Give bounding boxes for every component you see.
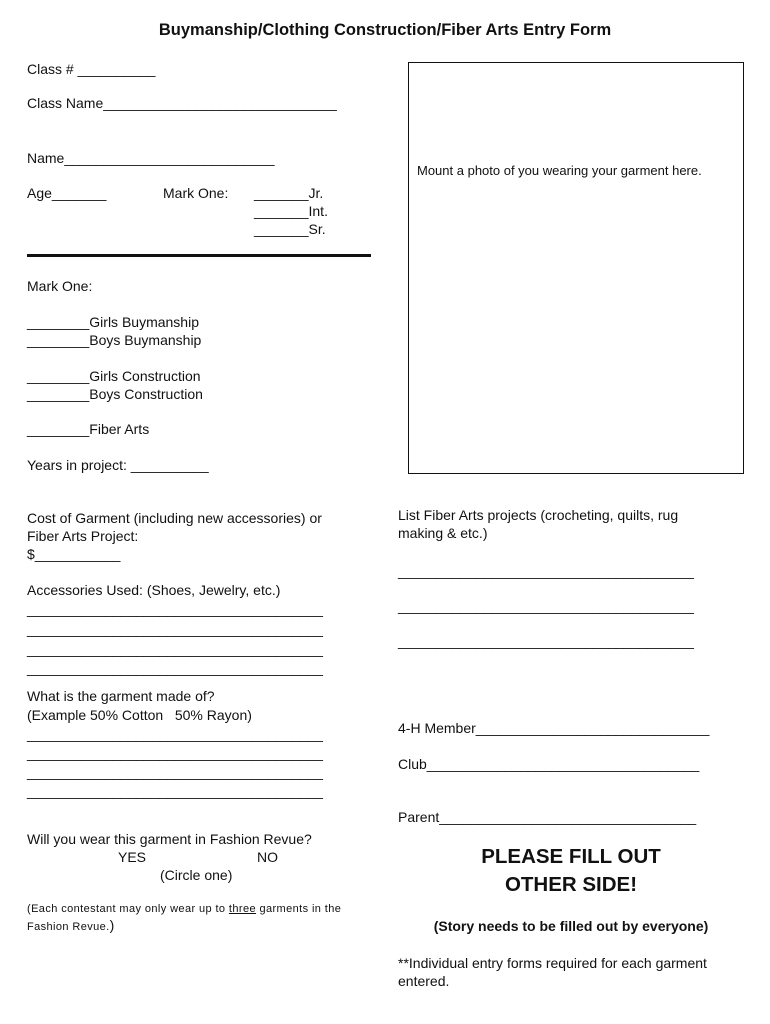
fiber-arts-option[interactable]: ________Fiber Arts (27, 421, 150, 437)
accessories-line[interactable]: ______________________________________ (27, 641, 323, 657)
material-line[interactable]: ______________________________________ (27, 726, 323, 742)
fiber-projects-line[interactable]: ______________________________________ (398, 598, 694, 614)
fill-other-side-heading-line2: OTHER SIDE! (504, 873, 638, 896)
mark-one-category-label: Mark One: (27, 278, 93, 294)
accessories-line[interactable]: ______________________________________ (27, 601, 323, 617)
contestant-note-line1: (Each contestant may only wear up to three garments in the (27, 903, 342, 915)
fiber-projects-line[interactable]: ______________________________________ (398, 563, 694, 579)
level-int-option[interactable]: _______Int. (254, 203, 328, 219)
club-field[interactable]: Club___________________________________ (398, 756, 700, 772)
cost-label-line2: Fiber Arts Project: (27, 528, 139, 544)
no-option[interactable]: NO (257, 849, 278, 865)
story-note: (Story needs to be filled out by everyone) (433, 918, 709, 934)
accessories-line[interactable]: ______________________________________ (27, 660, 323, 676)
age-field[interactable]: Age_______ (27, 185, 107, 201)
parent-field[interactable]: Parent_________________________________ (398, 809, 697, 825)
fill-other-side-heading-line1: PLEASE FILL OUT (481, 845, 661, 868)
yes-option[interactable]: YES (118, 849, 147, 865)
girls-construction-option[interactable]: ________Girls Construction (27, 368, 201, 384)
material-label-line2: (Example 50% Cotton 50% Rayon) (27, 707, 252, 723)
boys-construction-option[interactable]: ________Boys Construction (27, 386, 203, 402)
years-in-project-field[interactable]: Years in project: __________ (27, 457, 209, 473)
level-sr-option[interactable]: _______Sr. (254, 221, 326, 237)
material-label-line1: What is the garment made of? (27, 688, 215, 704)
fiber-projects-line[interactable]: ______________________________________ (398, 633, 694, 649)
accessories-line[interactable]: ______________________________________ (27, 621, 323, 637)
material-line[interactable]: ______________________________________ (27, 783, 323, 799)
accessories-label: Accessories Used: (Shoes, Jewelry, etc.) (27, 582, 281, 598)
contestant-note-line2: Fashion Revue.) (27, 917, 115, 933)
level-jr-option[interactable]: _______Jr. (254, 185, 324, 201)
member-field[interactable]: 4-H Member______________________________ (398, 720, 710, 736)
individual-forms-note-line1: **Individual entry forms required for each garment (398, 955, 707, 971)
individual-forms-note-line2: entered. (398, 973, 450, 989)
circle-one-note: (Circle one) (160, 867, 233, 883)
fiber-projects-label-line2: making & etc.) (398, 525, 488, 541)
cost-field[interactable]: $___________ (27, 546, 121, 562)
section-divider (27, 254, 371, 257)
photo-instruction: Mount a photo of you wearing your garment here. (417, 163, 702, 178)
fiber-projects-label-line1: List Fiber Arts projects (crocheting, quilts, rug (398, 507, 679, 523)
photo-mount-box[interactable] (408, 62, 744, 474)
form-title: Buymanship/Clothing Construction/Fiber Arts Entry Form (158, 21, 612, 39)
boys-buymanship-option[interactable]: ________Boys Buymanship (27, 332, 202, 348)
name-field[interactable]: Name___________________________ (27, 150, 275, 166)
girls-buymanship-option[interactable]: ________Girls Buymanship (27, 314, 199, 330)
material-line[interactable]: ______________________________________ (27, 764, 323, 780)
cost-label-line1: Cost of Garment (including new accessories) or (27, 510, 322, 526)
mark-one-level-label: Mark One: (163, 185, 229, 201)
class-number-field[interactable]: Class # __________ (27, 61, 156, 77)
material-line[interactable]: ______________________________________ (27, 745, 323, 761)
class-name-field[interactable]: Class Name______________________________ (27, 95, 337, 111)
fashion-revue-question: Will you wear this garment in Fashion Revue? (27, 831, 312, 847)
